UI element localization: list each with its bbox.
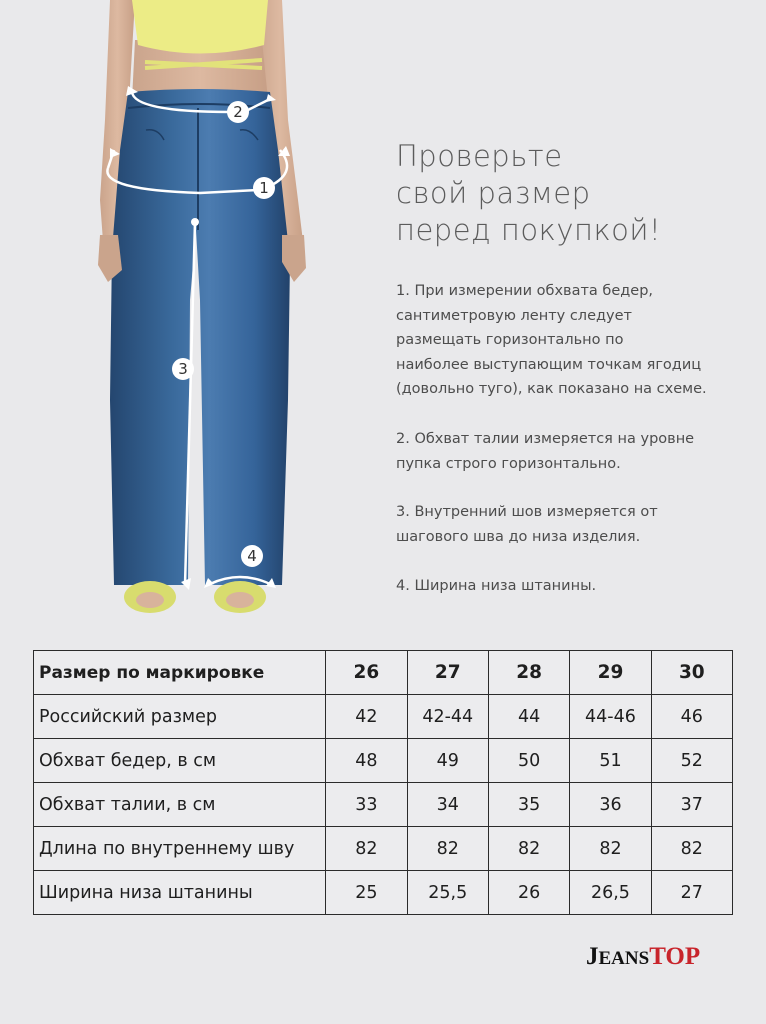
row-label: Ширина низа штанины xyxy=(34,871,326,915)
table-cell: 46 xyxy=(651,695,732,739)
table-header-row xyxy=(34,651,733,695)
note-line: наиболее выступающим точкам ягодиц xyxy=(396,356,702,373)
table-cell: 48 xyxy=(326,739,407,783)
size-chart-table xyxy=(33,650,733,915)
brand-initial: J xyxy=(586,943,599,970)
note-line: 1. При измерении обхвата бедер, xyxy=(396,283,654,299)
marker-3 xyxy=(172,358,194,380)
jeans-model-photo xyxy=(0,0,370,640)
row-label: Российский размер xyxy=(34,695,326,739)
header-cell: 29 xyxy=(570,651,651,695)
brand-logo xyxy=(586,943,700,971)
yellow-top xyxy=(132,0,268,54)
header-cell: 26 xyxy=(326,651,407,695)
brand-part2: TOP xyxy=(649,943,701,970)
table-cell: 51 xyxy=(570,739,651,783)
table-row xyxy=(34,783,733,827)
table-cell: 34 xyxy=(407,783,488,827)
note-waist xyxy=(396,427,746,476)
brand-part1: EANS xyxy=(598,948,650,969)
note-line: 2. Обхват талии измеряется на уровне xyxy=(396,431,695,447)
row-label: Обхват бедер, в см xyxy=(34,739,326,783)
svg-text:3: 3 xyxy=(178,360,188,378)
table-cell: 27 xyxy=(651,871,732,915)
table-row xyxy=(34,827,733,871)
table-cell: 44 xyxy=(488,695,569,739)
table-cell: 82 xyxy=(407,827,488,871)
headline-line: Проверьте xyxy=(396,139,563,173)
jeans xyxy=(110,89,290,585)
marker-1 xyxy=(253,177,275,199)
note-inseam xyxy=(396,500,746,549)
headline-line: перед покупкой! xyxy=(396,213,662,247)
note-line: шагового шва до низа изделия. xyxy=(396,528,641,545)
table-cell: 52 xyxy=(651,739,732,783)
table-cell: 37 xyxy=(651,783,732,827)
table-cell: 82 xyxy=(326,827,407,871)
table-cell: 35 xyxy=(488,783,569,827)
table-cell: 82 xyxy=(651,827,732,871)
note-line: 3. Внутренний шов измеряется от xyxy=(396,504,658,520)
table-cell: 50 xyxy=(488,739,569,783)
note-line: сантиметровую ленту следует xyxy=(396,307,632,324)
note-hips xyxy=(396,279,746,402)
table-cell: 26 xyxy=(488,871,569,915)
svg-text:2: 2 xyxy=(233,103,243,121)
header-cell: Размер по маркировке xyxy=(34,651,326,695)
note-line: (довольно туго), как показано на схеме. xyxy=(396,381,707,397)
marker-4 xyxy=(241,545,263,567)
svg-text:1: 1 xyxy=(259,179,269,197)
row-label: Обхват талии, в см xyxy=(34,783,326,827)
marker-2 xyxy=(227,101,249,123)
note-line: пупка строго горизонтально. xyxy=(396,455,621,472)
svg-text:4: 4 xyxy=(247,547,257,565)
table-cell: 49 xyxy=(407,739,488,783)
table-cell: 36 xyxy=(570,783,651,827)
table-cell: 82 xyxy=(488,827,569,871)
headline-line: свой размер xyxy=(396,176,591,210)
table-cell: 82 xyxy=(570,827,651,871)
table-cell: 25,5 xyxy=(407,871,488,915)
header-cell: 27 xyxy=(407,651,488,695)
table-cell: 33 xyxy=(326,783,407,827)
note-line: 4. Ширина низа штанины. xyxy=(396,578,597,594)
note-line: размещать горизонтально по xyxy=(396,332,624,348)
table-cell: 25 xyxy=(326,871,407,915)
table-row xyxy=(34,739,733,783)
table-cell: 42-44 xyxy=(407,695,488,739)
note-leg-width xyxy=(396,574,746,599)
table-row xyxy=(34,695,733,739)
header-cell: 30 xyxy=(651,651,732,695)
table-cell: 44-46 xyxy=(570,695,651,739)
table-row xyxy=(34,871,733,915)
header-cell: 28 xyxy=(488,651,569,695)
row-label: Длина по внутреннему шву xyxy=(34,827,326,871)
table-cell: 42 xyxy=(326,695,407,739)
headline xyxy=(396,138,756,249)
table-cell: 26,5 xyxy=(570,871,651,915)
